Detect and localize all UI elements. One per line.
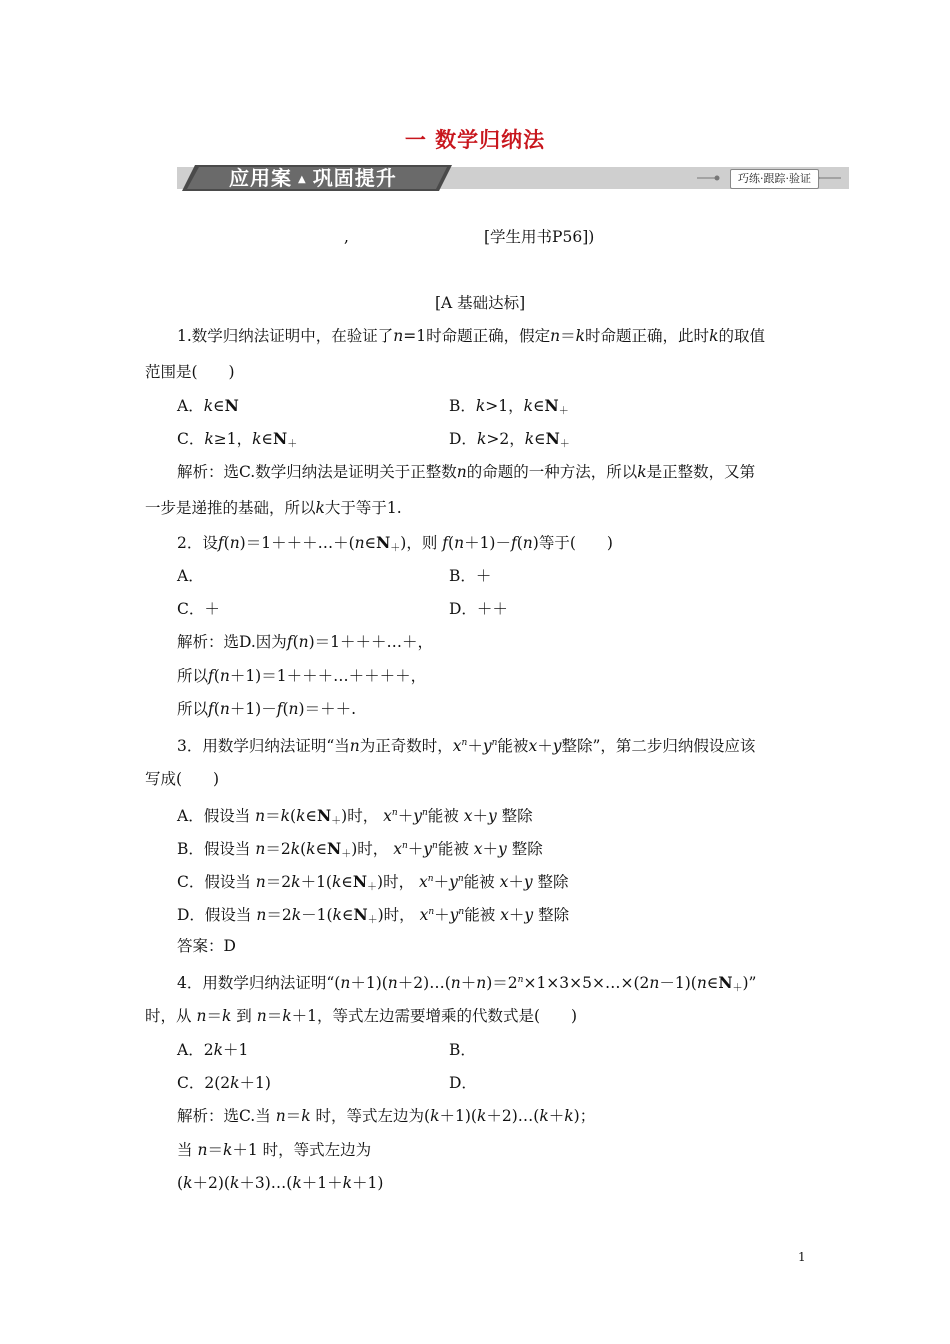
banner-left-label: 应用案 bbox=[229, 166, 292, 190]
q3-stem: 3．用数学归纳法证明“当n为正奇数时，$x^n+y^n$能被x＋y整除”，第二步归纳假设应该 bbox=[177, 737, 756, 755]
banner-title bbox=[229, 165, 397, 191]
q4-option-b: B． bbox=[449, 1041, 476, 1059]
section-heading: [A 基础达标] bbox=[435, 294, 526, 312]
q1-stem-line2: 范围是( ) bbox=[145, 363, 235, 381]
q4-analysis-line2: 当 n＝k＋1 时，等式左边为 bbox=[177, 1141, 372, 1159]
q4-option-a: A．2k＋1 bbox=[177, 1041, 249, 1059]
q4-option-d: D． bbox=[449, 1074, 477, 1092]
q3-option-d: D．假设当 $n=2k-1(k\in N_+)$时， $x^n+y^n$能被 x＋y 整除 bbox=[177, 905, 570, 926]
q1-option-c: C．k≥1，$k\in N_+$ bbox=[177, 429, 298, 450]
q1-option-b: B．k>1，$k\in N_+$ bbox=[449, 396, 569, 417]
q4-analysis-line3: (k＋2)(k＋3)…(k＋1＋k＋1) bbox=[177, 1174, 384, 1192]
page-title: 一 数学归纳法 bbox=[404, 128, 546, 152]
section-banner bbox=[177, 165, 849, 191]
q2-option-c: C．＋ bbox=[177, 600, 220, 618]
q4-stem-line2: 时，从 n＝k 到 n＝k＋1，等式左边需要增乘的代数式是( ) bbox=[145, 1007, 578, 1025]
banner-tag: 巧练·跟踪·验证 bbox=[730, 169, 819, 189]
q2-analysis-line3: 所以f(n＋1)－f(n)＝＋＋. bbox=[177, 700, 357, 718]
triangle-icon: ▲ bbox=[298, 173, 307, 185]
q2-analysis-line1: 解析：选D.因为f(n)＝1＋＋＋…＋， bbox=[177, 633, 434, 651]
q3-stem-line2: 写成( ) bbox=[145, 770, 220, 788]
q1-stem: 1.数学归纳法证明中，在验证了n=1时命题正确，假定n＝k时命题正确，此时k的取值 bbox=[177, 327, 765, 345]
q2-analysis-line2: 所以f(n＋1)＝1＋＋＋…＋＋＋＋， bbox=[177, 667, 427, 685]
q1-option-a: A．k∈N bbox=[177, 396, 239, 415]
banner-right-label: 巩固提升 bbox=[312, 166, 397, 190]
q2-option-d: D．＋＋ bbox=[449, 600, 508, 618]
q4-option-c: C．2(2k＋1) bbox=[177, 1074, 271, 1092]
q3-option-c: C．假设当 $n=2k+1(k\in N_+)$时， $x^n+y^n$能被 x＋y 整除 bbox=[177, 872, 569, 893]
q4-analysis-line1: 解析：选C.当 n＝k 时，等式左边为(k＋1)(k＋2)…(k＋k)； bbox=[177, 1107, 596, 1125]
q3-option-b: B．假设当 $n=2k(k\in N_+)$时， $x^n+y^n$能被 x＋y 整除 bbox=[177, 839, 543, 860]
q3-option-a: A．假设当 $n=k(k\in N_+)$时， $x^n+y^n$能被 x＋y 整除 bbox=[177, 806, 533, 827]
page-number: 1 bbox=[798, 1250, 806, 1264]
q3-answer: 答案：D bbox=[177, 937, 236, 955]
ref-comma: , bbox=[344, 228, 349, 246]
q4-stem: 4．用数学归纳法证明“$(n+1)(n+2)\dots(n+n)=2^n\times 1\times 3\times 5\times\dots\times(2n-1)(n\in N_+)$” bbox=[177, 973, 757, 994]
q1-analysis: 解析：选C.数学归纳法是证明关于正整数n的命题的一种方法，所以k是正整数，又第 bbox=[177, 463, 756, 481]
q2-option-b: B．＋ bbox=[449, 567, 492, 585]
textbook-reference: [学生用书P56]) bbox=[484, 228, 595, 246]
q1-analysis-line2: 一步是递推的基础，所以k大于等于1. bbox=[145, 499, 402, 517]
q2-stem: 2．设$f(n)=1+++\dots+(n\in N_+)$，则 f(n＋1)－f(n)等于( ) bbox=[177, 533, 613, 554]
q1-option-d: D．k>2，$k\in N_+$ bbox=[449, 429, 570, 450]
q2-option-a: A． bbox=[177, 567, 204, 585]
